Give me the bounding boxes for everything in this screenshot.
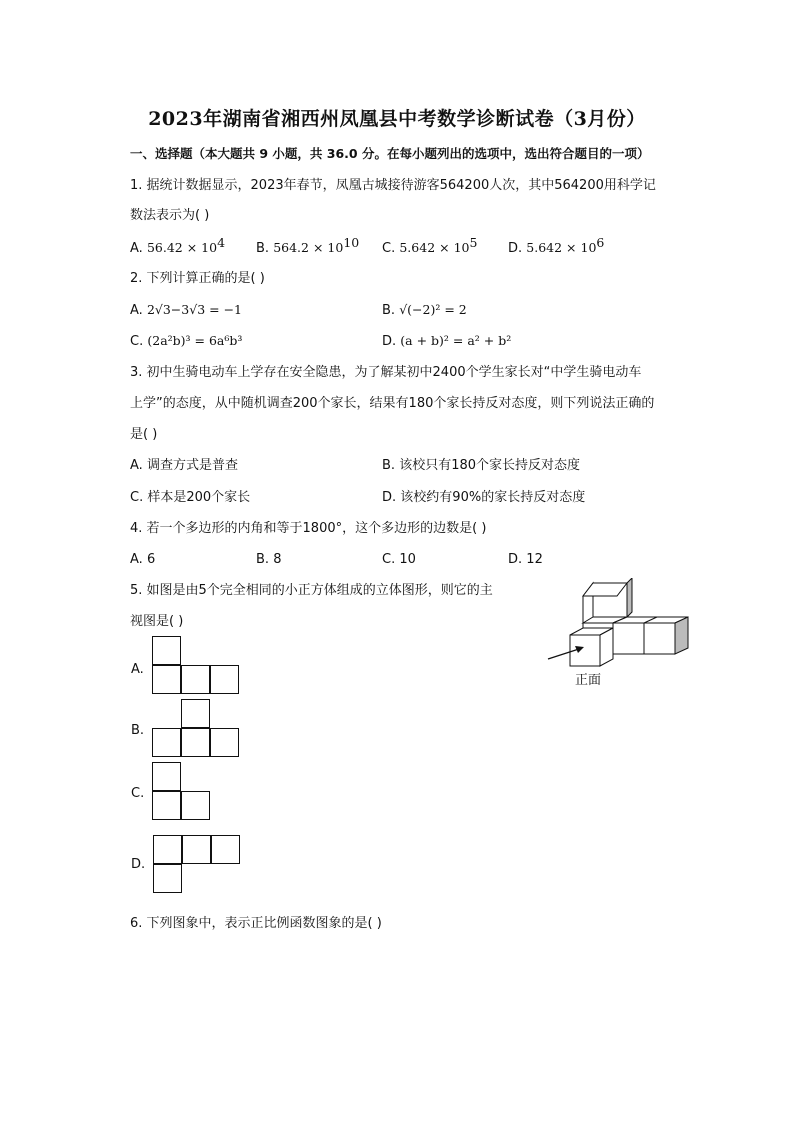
option-label: B. <box>256 552 270 567</box>
cube-shaded-face <box>675 617 688 654</box>
option-label: C. <box>130 490 144 505</box>
option-label: C. <box>382 241 396 256</box>
question-4-stem: 4. 若一个多边形的内角和等于1800°，这个多边形的边数是( ) <box>130 521 487 536</box>
question-2-option-d[interactable] <box>382 332 511 351</box>
question-5-option-b-label: B. <box>131 723 145 738</box>
option-value: 样本是200个家长 <box>147 490 251 505</box>
option-label: D. <box>508 241 523 256</box>
option-value: 该校约有90%的家长持反对态度 <box>400 490 586 505</box>
option-value: 12 <box>526 552 543 567</box>
question-5-option-d-label: D. <box>131 857 146 872</box>
option-label: D. <box>382 334 397 349</box>
option-label: C. <box>382 552 396 567</box>
option-value: 该校只有180个家长持反对态度 <box>399 458 581 473</box>
view-square <box>181 791 210 820</box>
option-label: B. <box>382 458 396 473</box>
question-2-option-b[interactable] <box>382 301 467 320</box>
question-5-option-c-label: C. <box>131 786 145 801</box>
question-5-option-a-label: A. <box>131 662 144 677</box>
question-1-option-a[interactable] <box>130 235 226 258</box>
question-5-option-d-figure[interactable] <box>153 835 243 895</box>
option-value: 6 <box>146 552 156 567</box>
option-label: B. <box>382 303 396 318</box>
question-1-option-c[interactable] <box>382 235 478 258</box>
question-3-option-b[interactable] <box>382 457 580 475</box>
question-5-stem-line-1: 5. 如图是由5个完全相同的小正方体组成的立体图形，则它的主 <box>130 583 493 598</box>
option-value: 56.42 × 10 <box>146 240 218 255</box>
option-label: B. <box>256 241 270 256</box>
option-exponent: 5 <box>469 235 478 250</box>
view-square <box>153 835 182 864</box>
question-2-option-c[interactable] <box>130 332 242 351</box>
cube-stack-figure <box>540 578 700 693</box>
option-value: 2√3−3√3 = −1 <box>146 302 242 317</box>
option-value: 5.642 × 10 <box>399 240 470 255</box>
question-6-stem: 6. 下列图象中，表示正比例函数图象的是( ) <box>130 916 382 931</box>
question-5-option-c-figure[interactable] <box>152 762 212 822</box>
option-label: C. <box>130 334 144 349</box>
question-3-option-c[interactable] <box>130 489 250 507</box>
option-value: (a + b)² = a² + b² <box>400 333 512 348</box>
question-2-stem: 2. 下列计算正确的是( ) <box>130 271 265 286</box>
view-square <box>181 699 210 728</box>
option-exponent: 6 <box>596 235 605 250</box>
question-4-option-c[interactable] <box>382 551 416 569</box>
question-2-option-a[interactable] <box>130 301 242 320</box>
cube-front-face <box>644 623 675 654</box>
view-square <box>152 791 181 820</box>
view-square <box>152 636 181 665</box>
figure-label-front: 正面 <box>575 673 602 688</box>
view-square <box>181 665 210 694</box>
option-label: D. <box>382 490 397 505</box>
view-square <box>210 728 239 757</box>
view-square <box>152 762 181 791</box>
option-label: A. <box>130 458 143 473</box>
question-3-stem-line-3: 是( ) <box>130 427 158 442</box>
option-value: 调查方式是普查 <box>146 458 238 473</box>
question-3-option-a[interactable] <box>130 457 238 475</box>
question-1-option-b[interactable] <box>256 235 360 258</box>
page-title: 2023年湖南省湘西州凤凰县中考数学诊断试卷（3月份） <box>148 108 646 130</box>
section-heading: 一、选择题（本大题共 9 小题，共 36.0 分。在每小题列出的选项中，选出符合题目的一项） <box>130 146 650 161</box>
option-value: 564.2 × 10 <box>273 240 344 255</box>
question-5-option-b-figure[interactable] <box>152 699 242 759</box>
view-square <box>153 864 182 893</box>
question-4-option-a[interactable] <box>130 551 155 569</box>
question-4-option-d[interactable] <box>508 551 543 569</box>
view-square <box>152 665 181 694</box>
option-exponent: 10 <box>343 235 360 250</box>
question-1-stem-line-1: 1. 据统计数据显示，2023年春节，凤凰古城接待游客564200人次，其中564200用科学记 <box>130 178 656 193</box>
option-exponent: 4 <box>217 235 226 250</box>
cube-shaded-face <box>627 578 632 617</box>
option-label: A. <box>130 303 143 318</box>
question-3-stem-line-1: 3. 初中生骑电动车上学存在安全隐患，为了解某初中2400个学生家长对“中学生骑电动车 <box>130 365 642 380</box>
view-square <box>182 835 211 864</box>
option-value: 5.642 × 10 <box>526 240 597 255</box>
question-3-option-d[interactable] <box>382 489 585 507</box>
view-square <box>210 665 239 694</box>
cube-side-face <box>600 628 613 666</box>
view-square <box>181 728 210 757</box>
cube-front-face <box>613 623 644 654</box>
option-value: 8 <box>273 552 282 567</box>
view-square <box>152 728 181 757</box>
option-value: √(−2)² = 2 <box>399 302 467 317</box>
option-label: A. <box>130 552 143 567</box>
question-4-option-b[interactable] <box>256 551 281 569</box>
view-square <box>211 835 240 864</box>
question-3-stem-line-2: 上学”的态度，从中随机调查200个家长，结果有180个家长持反对态度，则下列说法正确的 <box>130 396 655 411</box>
option-label: D. <box>508 552 523 567</box>
question-5-option-a-figure[interactable] <box>152 636 242 696</box>
option-value: 10 <box>399 552 416 567</box>
question-1-stem-line-2: 数法表示为( ) <box>130 208 210 223</box>
option-label: A. <box>130 241 143 256</box>
question-1-option-d[interactable] <box>508 235 605 258</box>
option-value: (2a²b)³ = 6a⁶b³ <box>147 333 243 348</box>
question-5-stem-line-2: 视图是( ) <box>130 614 184 629</box>
